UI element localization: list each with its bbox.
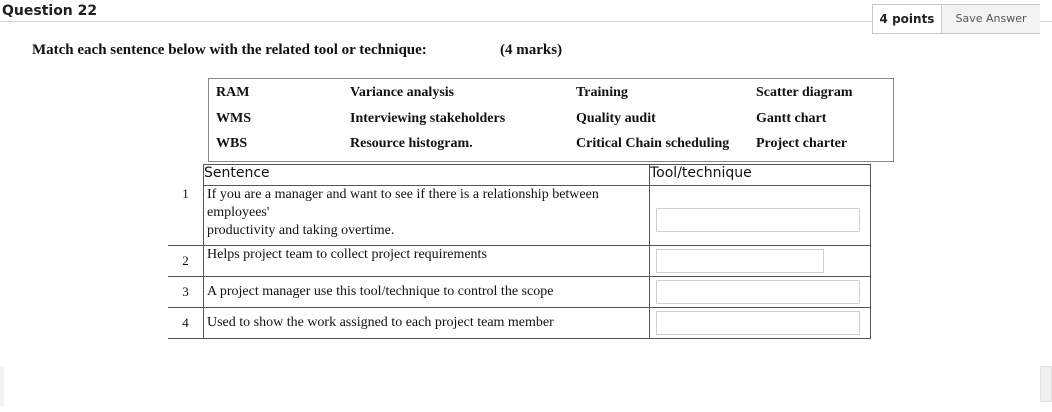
tool-option: RAM bbox=[216, 85, 250, 100]
row-number: 4 bbox=[168, 308, 204, 339]
row-sentence bbox=[204, 246, 650, 277]
table-row bbox=[168, 308, 871, 339]
table-row bbox=[168, 246, 871, 277]
row-number: 3 bbox=[168, 277, 204, 308]
tool-option: Critical Chain scheduling bbox=[576, 136, 730, 151]
tool-option: Interviewing stakeholders bbox=[350, 111, 506, 126]
sentence-line: employees' bbox=[207, 205, 270, 220]
sentence-line: productivity and taking overtime. bbox=[207, 223, 395, 238]
tool-option: Gantt chart bbox=[756, 111, 827, 126]
question-prompt: Match each sentence below with the related tool or technique: bbox=[32, 42, 427, 58]
left-edge-decoration bbox=[0, 366, 4, 406]
tool-option: Scatter diagram bbox=[756, 85, 853, 100]
tool-option: WBS bbox=[216, 136, 248, 151]
tool-option: Training bbox=[576, 85, 628, 100]
answer-input[interactable] bbox=[656, 208, 860, 232]
points-label: 4 points bbox=[879, 12, 935, 26]
tool-option: Variance analysis bbox=[350, 85, 455, 100]
tools-list-box bbox=[208, 78, 894, 162]
answer-cell bbox=[650, 186, 871, 246]
points-panel bbox=[872, 4, 1040, 34]
tool-option: WMS bbox=[216, 111, 251, 126]
save-answer-button[interactable]: Save Answer bbox=[941, 5, 1040, 33]
tool-option: Project charter bbox=[756, 136, 848, 151]
answer-cell bbox=[650, 308, 871, 339]
answer-cell bbox=[650, 277, 871, 308]
row-sentence bbox=[204, 277, 650, 308]
answer-cell bbox=[650, 246, 871, 277]
question-title: Question 22 bbox=[2, 3, 98, 19]
matching-table bbox=[168, 164, 871, 339]
question-marks: (4 marks) bbox=[500, 42, 563, 58]
row-number: 1 bbox=[168, 186, 204, 246]
row-sentence bbox=[204, 308, 650, 339]
col-header-tool: Tool/technique bbox=[650, 165, 871, 186]
row-number: 2 bbox=[168, 246, 204, 277]
answer-input[interactable] bbox=[656, 311, 860, 335]
col-header-sentence: Sentence bbox=[204, 165, 650, 186]
tool-option: Quality audit bbox=[576, 111, 656, 126]
row-sentence bbox=[204, 186, 650, 246]
sentence-line: Used to show the work assigned to each project team member bbox=[207, 315, 554, 330]
table-row bbox=[168, 186, 871, 246]
sentence-line: A project manager use this tool/technique to control the scope bbox=[207, 284, 554, 299]
table-row bbox=[168, 277, 871, 308]
answer-input[interactable] bbox=[656, 249, 824, 273]
tool-option: Resource histogram. bbox=[350, 136, 473, 151]
scrollbar-thumb[interactable] bbox=[1040, 366, 1052, 402]
sentence-line: If you are a manager and want to see if there is a relationship between bbox=[207, 187, 599, 202]
sentence-line: Helps project team to collect project requirements bbox=[207, 247, 487, 262]
table-header-row bbox=[168, 165, 871, 186]
answer-input[interactable] bbox=[656, 280, 860, 304]
